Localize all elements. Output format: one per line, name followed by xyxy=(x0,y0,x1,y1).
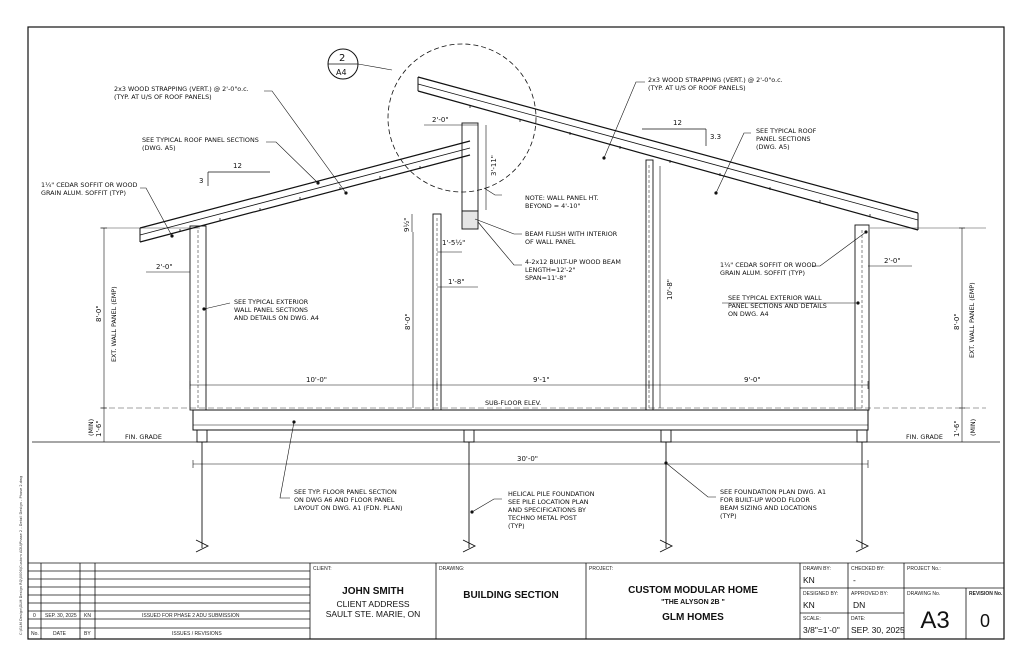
roof-right xyxy=(418,77,918,230)
svg-text:4-2x12 BUILT-UP WOOD BEAM: 4-2x12 BUILT-UP WOOD BEAM xyxy=(525,258,621,266)
project-label: PROJECT: xyxy=(589,566,614,572)
svg-text:SEE TYPICAL EXTERIOR WALL: SEE TYPICAL EXTERIOR WALL xyxy=(728,294,822,302)
note-wall-panel-height xyxy=(525,194,599,210)
pitch-run-right: 12 xyxy=(673,119,682,127)
min-label-left: (MIN) xyxy=(87,418,95,436)
dim-wall-left: 8'-0" xyxy=(95,305,103,322)
svg-text:DATE: DATE xyxy=(53,631,66,637)
svg-text:OF WALL PANEL: OF WALL PANEL xyxy=(525,238,576,246)
project-line2: "THE ALYSON 2B " xyxy=(661,599,725,606)
project-line1: CUSTOM MODULAR HOME xyxy=(628,585,758,596)
svg-text:SEP. 30, 2025: SEP. 30, 2025 xyxy=(45,613,77,619)
note-floor-panel xyxy=(294,488,402,512)
svg-text:(TYP. AT U/S OF ROOF PANELS): (TYP. AT U/S OF ROOF PANELS) xyxy=(114,93,212,101)
detail-marker-number: 2 xyxy=(339,53,346,64)
svg-text:SEE TYP. FLOOR PANEL SECTION: SEE TYP. FLOOR PANEL SECTION xyxy=(294,488,397,496)
note-soffit-left xyxy=(41,181,138,197)
svg-text:ON DWG A6 AND FLOOR PANEL: ON DWG A6 AND FLOOR PANEL xyxy=(294,496,395,504)
note-helical-pile xyxy=(507,490,595,530)
note-roof-panel-left xyxy=(142,136,259,152)
svg-text:SEE TYPICAL EXTERIOR: SEE TYPICAL EXTERIOR xyxy=(234,298,309,306)
svg-text:SEE TYPICAL ROOF: SEE TYPICAL ROOF xyxy=(756,127,817,135)
svg-text:SEE TYPICAL ROOF PANEL SECTION: SEE TYPICAL ROOF PANEL SECTIONS xyxy=(142,136,259,144)
drawing-title: BUILDING SECTION xyxy=(463,590,559,601)
sub-floor-label: SUB-FLOOR ELEV. xyxy=(485,399,542,407)
revision-number: 0 xyxy=(979,611,991,631)
dim-left-vertical xyxy=(101,228,107,442)
dim-overhang-left: 2'-0" xyxy=(156,263,173,271)
svg-text:BEYOND = 4'-10": BEYOND = 4'-10" xyxy=(525,202,581,210)
svg-text:No.: No. xyxy=(31,631,39,637)
svg-text:FOR BUILT-UP WOOD FLOOR: FOR BUILT-UP WOOD FLOOR xyxy=(720,496,810,504)
dim-overhang-right: 2'-0" xyxy=(884,257,901,265)
svg-text:BY: BY xyxy=(84,631,91,637)
note-beam-spec xyxy=(525,258,621,282)
revision-no-label: REVISION No. xyxy=(969,591,1003,597)
svg-text:(TYP. AT U/S OF ROOF PANELS): (TYP. AT U/S OF ROOF PANELS) xyxy=(648,84,746,92)
svg-text:ISSUED FOR PHASE 2 ADU SUBMISS: ISSUED FOR PHASE 2 ADU SUBMISSION xyxy=(142,613,240,619)
dim-min-right: 1'-6" xyxy=(953,420,961,437)
client-city: SAULT STE. MARIE, ON xyxy=(325,609,421,619)
date-label: DATE: xyxy=(851,616,866,622)
ext-wall-panel-left: EXT. WALL PANEL (EMP) xyxy=(110,286,118,362)
designed-by-label: DESIGNED BY: xyxy=(803,591,839,597)
pitch-symbol-right xyxy=(642,129,706,146)
drawn-by: KN xyxy=(803,575,815,585)
fin-grade-right: FIN. GRADE xyxy=(906,433,943,441)
svg-text:LENGTH=12'-2": LENGTH=12'-2" xyxy=(525,266,576,274)
svg-text:ISSUES / REVISIONS: ISSUES / REVISIONS xyxy=(172,631,222,637)
project-line3: GLM HOMES xyxy=(662,612,724,623)
dim-overall: 30'-0" xyxy=(517,455,539,463)
drawing-no-label: DRAWING No. xyxy=(907,591,941,597)
date-value: SEP. 30, 2025 xyxy=(851,625,905,635)
note-foundation-plan xyxy=(720,488,826,520)
pitch-run-left: 12 xyxy=(233,162,242,170)
dim-min-left: 1'-6" xyxy=(95,420,103,437)
drawn-by-label: DRAWN BY: xyxy=(803,566,831,572)
svg-text:(TYP): (TYP) xyxy=(720,512,737,520)
pitch-rise-right: 3.3 xyxy=(710,133,722,141)
dim-wall-high: 10'-8" xyxy=(666,278,674,300)
detail-marker-sheet: A4 xyxy=(336,68,347,77)
dim-1-5-5: 1'-5½" xyxy=(442,239,466,247)
wall-interior xyxy=(646,160,653,410)
roof-left xyxy=(140,141,470,242)
project-no-label: PROJECT No.: xyxy=(907,566,941,572)
svg-text:HELICAL PILE FOUNDATION: HELICAL PILE FOUNDATION xyxy=(508,490,595,498)
note-ext-wall-right xyxy=(728,294,827,318)
svg-text:SEE FOUNDATION PLAN DWG. A1: SEE FOUNDATION PLAN DWG. A1 xyxy=(720,488,827,496)
dim-overhang-top: 2'-0" xyxy=(432,116,449,124)
drawing-number: A3 xyxy=(920,607,950,634)
dim-right-vertical xyxy=(959,228,965,442)
ext-wall-panel-right: EXT. WALL PANEL (EMP) xyxy=(968,282,976,358)
svg-text:WALL PANEL SECTIONS: WALL PANEL SECTIONS xyxy=(234,306,308,314)
svg-text:0: 0 xyxy=(33,613,36,619)
beam-post xyxy=(433,123,478,410)
svg-text:SPAN=11'-8": SPAN=11'-8" xyxy=(525,274,567,282)
pitch-rise-left: 3 xyxy=(199,177,204,185)
note-strapping-left xyxy=(114,85,249,101)
svg-text:ON DWG. A4: ON DWG. A4 xyxy=(728,310,769,318)
scale-label: SCALE: xyxy=(803,616,821,622)
svg-text:(TYP): (TYP) xyxy=(508,522,525,530)
note-soffit-right xyxy=(720,261,817,277)
svg-text:PANEL SECTIONS AND DETAILS: PANEL SECTIONS AND DETAILS xyxy=(728,302,827,310)
svg-text:BEAM FLUSH WITH INTERIOR: BEAM FLUSH WITH INTERIOR xyxy=(525,230,618,238)
pitch-symbol-left xyxy=(208,172,270,186)
svg-text:NOTE: WALL PANEL HT.: NOTE: WALL PANEL HT. xyxy=(525,194,599,202)
checked-by-label: CHECKED BY: xyxy=(851,566,885,572)
svg-text:SEE PILE LOCATION PLAN: SEE PILE LOCATION PLAN xyxy=(508,498,589,506)
dim-wall-right: 8'-0" xyxy=(953,313,961,330)
svg-text:AND SPECIFICATIONS BY: AND SPECIFICATIONS BY xyxy=(508,506,586,514)
min-label-right: (MIN) xyxy=(969,418,977,436)
approved-by: DN xyxy=(853,600,866,610)
svg-text:(DWG. A5): (DWG. A5) xyxy=(142,144,176,152)
svg-text:AND DETAILS ON DWG. A4: AND DETAILS ON DWG. A4 xyxy=(234,314,319,322)
svg-text:GRAIN ALUM. SOFFIT (TYP): GRAIN ALUM. SOFFIT (TYP) xyxy=(720,269,805,277)
note-beam-flush xyxy=(525,230,618,246)
svg-text:BEAM SIZING AND LOCATIONS: BEAM SIZING AND LOCATIONS xyxy=(720,504,817,512)
svg-text:KN: KN xyxy=(84,613,91,619)
dim-beam-height: 3'-11" xyxy=(490,154,498,176)
svg-text:PANEL SECTIONS: PANEL SECTIONS xyxy=(756,135,811,143)
dim-1-8: 1'-8" xyxy=(448,278,465,286)
approved-by-label: APPROVED BY: xyxy=(851,591,888,597)
revision-headers xyxy=(31,631,222,637)
svg-text:GRAIN ALUM. SOFFIT (TYP): GRAIN ALUM. SOFFIT (TYP) xyxy=(41,189,126,197)
client-label: CLIENT: xyxy=(313,566,332,572)
svg-text:1¼" CEDAR SOFFIT OR WOOD: 1¼" CEDAR SOFFIT OR WOOD xyxy=(41,181,138,189)
dim-span-1: 10'-0" xyxy=(306,376,328,384)
dim-wall-mid: 8'-0" xyxy=(404,313,412,330)
dim-9-5: 9½" xyxy=(403,217,411,232)
dim-span-2: 9'-1" xyxy=(533,376,550,384)
revision-row-0 xyxy=(33,613,240,619)
client-name: JOHN SMITH xyxy=(342,586,404,597)
note-roof-panel-right xyxy=(756,127,817,151)
svg-text:TECHNO METAL POST: TECHNO METAL POST xyxy=(508,514,577,522)
designed-by: KN xyxy=(803,600,815,610)
floor-panel xyxy=(193,410,868,430)
note-strapping-right xyxy=(648,76,783,92)
checked-by: - xyxy=(853,575,856,585)
svg-text:(DWG. A5): (DWG. A5) xyxy=(756,143,790,151)
svg-text:1¼" CEDAR SOFFIT OR WOOD: 1¼" CEDAR SOFFIT OR WOOD xyxy=(720,261,817,269)
fin-grade-left: FIN. GRADE xyxy=(125,433,162,441)
svg-text:LAYOUT ON DWG. A1 (FDN. PLAN): LAYOUT ON DWG. A1 (FDN. PLAN) xyxy=(294,504,403,512)
client-address: CLIENT ADDRESS xyxy=(336,599,410,609)
drawing-label: DRAWING: xyxy=(439,566,465,572)
scale-value: 3/8"=1'-0" xyxy=(803,625,840,635)
dim-span-3: 9'-0" xyxy=(744,376,761,384)
note-ext-wall-left xyxy=(234,298,319,322)
svg-text:2x3 WOOD STRAPPING (VERT.) @ 2: 2x3 WOOD STRAPPING (VERT.) @ 2'-0"o.c. xyxy=(648,76,783,84)
wall-right xyxy=(855,225,869,410)
file-path-text: C:\GLM Design\GLM Design RQ\0006\Custom ADU\Phase 2 - Detail Design - Phase 2.dwg xyxy=(19,475,23,635)
svg-text:2x3 WOOD STRAPPING (VERT.) @ 2: 2x3 WOOD STRAPPING (VERT.) @ 2'-0"o.c. xyxy=(114,85,249,93)
wall-left xyxy=(190,226,206,410)
